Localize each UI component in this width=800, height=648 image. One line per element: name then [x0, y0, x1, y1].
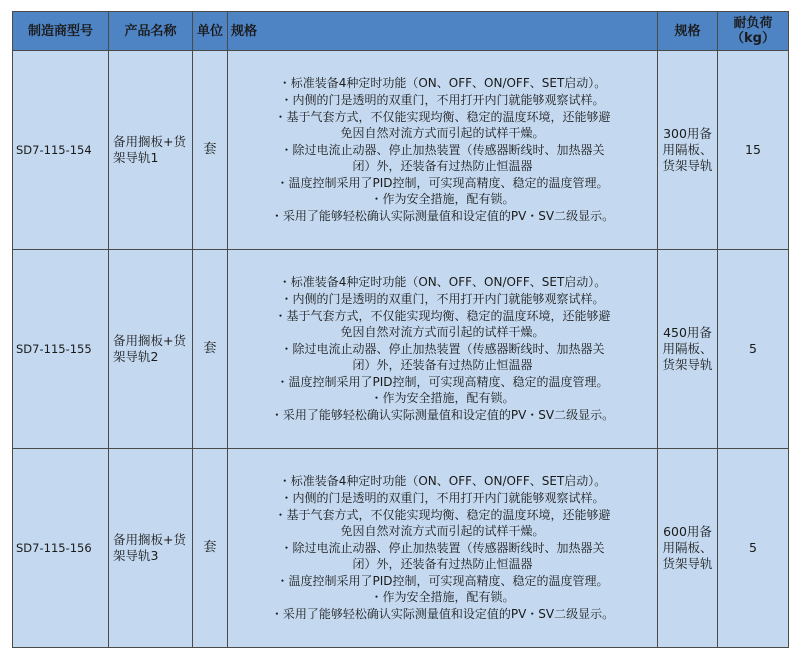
spec-line: ・采用了能够轻松确认实际测量值和设定值的PV・SV二级显示。	[270, 408, 615, 423]
spec-line: ・采用了能够轻松确认实际测量值和设定值的PV・SV二级显示。	[270, 209, 615, 224]
spec-line: ・除过电流止动器、停止加热装置（传感器断线时、加热器关	[280, 540, 605, 555]
unit-cell: 套	[193, 51, 228, 250]
model-cell: SD7-115-156	[13, 449, 109, 648]
load-cell: 5	[718, 250, 789, 449]
spec-line: ・基于气套方式，不仅能实现均衡、稳定的温度环境，还能够避	[274, 507, 611, 522]
spec-line: ・标准装备4种定时功能（ON、OFF、ON/OFF、SET启动）。	[278, 76, 607, 91]
header-unit: 单位	[193, 12, 228, 51]
spec-line: ・作为安全措施，配有锁。	[370, 590, 515, 605]
spec-line: ・除过电流止动器、停止加热装置（传感器断线时、加热器关	[280, 142, 605, 157]
specs-cell	[228, 51, 658, 250]
spec-line: ・温度控制采用了PID控制，可实现高精度、稳定的温度管理。	[276, 374, 609, 389]
header-row	[13, 12, 789, 51]
size-cell: 600用备用隔板、货架导轨	[658, 449, 718, 648]
spec-line: 免因自然对流方式而引起的试样干燥。	[340, 524, 545, 539]
spec-line: ・作为安全措施，配有锁。	[370, 391, 515, 406]
product-name-cell: 备用搁板+货架导轨1	[109, 51, 193, 250]
unit-cell: 套	[193, 250, 228, 449]
spec-line: 免因自然对流方式而引起的试样干燥。	[340, 126, 545, 141]
header-load: 耐负荷（kg）	[718, 12, 789, 51]
spec-line: 闭）外，还装备有过热防止恒温器	[352, 358, 533, 373]
model-cell: SD7-115-155	[13, 250, 109, 449]
size-cell: 300用备用隔板、货架导轨	[658, 51, 718, 250]
table-row	[13, 449, 789, 648]
spec-line: ・作为安全措施，配有锁。	[370, 192, 515, 207]
header-name: 产品名称	[109, 12, 193, 51]
header-size: 规格	[658, 12, 718, 51]
header-specs: 规格	[228, 12, 658, 51]
product-spec-table	[12, 11, 789, 648]
spec-line: ・采用了能够轻松确认实际测量值和设定值的PV・SV二级显示。	[270, 607, 615, 622]
model-cell: SD7-115-154	[13, 51, 109, 250]
table-row	[13, 250, 789, 449]
spec-line: ・除过电流止动器、停止加热装置（传感器断线时、加热器关	[280, 341, 605, 356]
spec-line: ・温度控制采用了PID控制，可实现高精度、稳定的温度管理。	[276, 175, 609, 190]
spec-line: ・内侧的门是透明的双重门，不用打开内门就能够观察试样。	[280, 291, 605, 306]
unit-cell: 套	[193, 449, 228, 648]
specs-cell	[228, 250, 658, 449]
table-row	[13, 51, 789, 250]
header-model: 制造商型号	[13, 12, 109, 51]
spec-line: ・基于气套方式，不仅能实现均衡、稳定的温度环境，还能够避	[274, 308, 611, 323]
spec-line: 闭）外，还装备有过热防止恒温器	[352, 159, 533, 174]
load-cell: 5	[718, 449, 789, 648]
size-cell: 450用备用隔板、货架导轨	[658, 250, 718, 449]
spec-line: ・基于气套方式，不仅能实现均衡、稳定的温度环境，还能够避	[274, 109, 611, 124]
specs-cell	[228, 449, 658, 648]
product-name-cell: 备用搁板+货架导轨2	[109, 250, 193, 449]
spec-line: ・温度控制采用了PID控制，可实现高精度、稳定的温度管理。	[276, 573, 609, 588]
spec-line: 免因自然对流方式而引起的试样干燥。	[340, 325, 545, 340]
product-name-cell: 备用搁板+货架导轨3	[109, 449, 193, 648]
load-cell: 15	[718, 51, 789, 250]
spec-line: ・内侧的门是透明的双重门，不用打开内门就能够观察试样。	[280, 92, 605, 107]
spec-line: ・标准装备4种定时功能（ON、OFF、ON/OFF、SET启动）。	[278, 474, 607, 489]
spec-line: ・标准装备4种定时功能（ON、OFF、ON/OFF、SET启动）。	[278, 275, 607, 290]
spec-line: ・内侧的门是透明的双重门，不用打开内门就能够观察试样。	[280, 490, 605, 505]
spec-line: 闭）外，还装备有过热防止恒温器	[352, 557, 533, 572]
